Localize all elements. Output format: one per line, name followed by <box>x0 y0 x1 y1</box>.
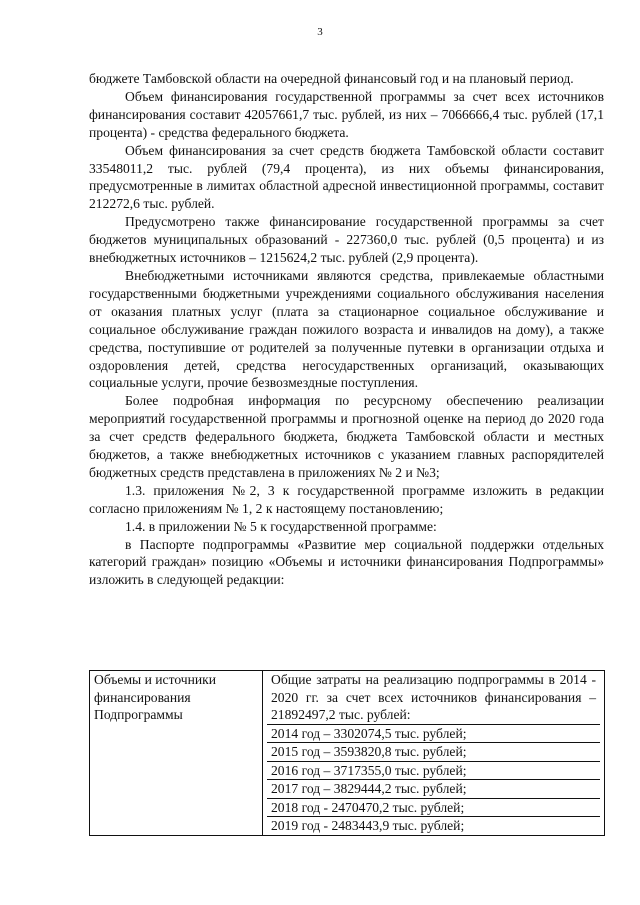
table-row <box>90 671 605 836</box>
paragraph: Более подробная информация по ресурсному обеспечению реализации мероприятий государственной программы и прогнозной оценке на период до 2020 года за счет средств федерального бюджета, бюджета Тамбовской области и местных бюджетов, а также внебюджетных источников с указанием главных распорядителей бюджетных средств представлена в приложениях № 2 и №3; <box>89 393 604 480</box>
financing-year-line: 2015 год – 3593820,8 тыс. рублей; <box>267 743 600 762</box>
paragraph: 1.3. приложения №2, 3 к государственной программе изложить в редакции согласно приложениям № 1, 2 к настоящему постановлению; <box>89 482 604 516</box>
table-cell-label: Объемы и источники финансирования Подпрограммы <box>90 671 263 836</box>
paragraph: Предусмотрено также финансирование государственной программы за счет бюджетов муниципальных образований - 227360,0 тыс. рублей (0,5 процента) и из внебюджетных источников – 1215624,2 тыс. рублей (2,9 процента). <box>89 214 604 266</box>
paragraph: Объем финансирования государственной программы за счет всех источников финансирования составит 42057661,7 тыс. рублей, из них – 7066666,4 тыс. рублей (17,1 процента) - средства федерального бюджета. <box>89 88 604 140</box>
page-number: 3 <box>317 26 323 38</box>
paragraph: Внебюджетными источниками являются средства, привлекаемые областными государственными бюджетными учреждениями социального обслуживания населения от оказания платных услуг (плата за стационарное социальное обслуживание и социальное обслуживание граждан пожилого возраста и инвалидов на дому), а также средства, поступившие от родителей за полученные путевки в организации отдыха и оздоровления детей, средства негосударственных организаций, оказывающих социальные услуги, прочие безвозмездные поступления. <box>89 267 604 391</box>
paragraph: Объем финансирования за счет средств бюджета Тамбовской области составит 33548011,2 тыс. рублей (79,4 процента), из них объемы финансирования, предусмотренные в лимитах областной адресной инвестиционной программы, составит 212272,6 тыс. рублей. <box>89 142 604 212</box>
paragraph: 1.4. в приложении № 5 к государственной программе: <box>125 518 437 534</box>
financing-total-line: Общие затраты на реализацию подпрограммы в 2014 - 2020 гг. за счет всех источников финансирования – 21892497,2 тыс. рублей: <box>267 671 600 725</box>
table-cell-values <box>263 671 605 836</box>
financing-year-line: 2018 год - 2470470,2 тыс. рублей; <box>267 799 600 818</box>
paragraph: в Паспорте подпрограммы «Развитие мер социальной поддержки отдельных категорий граждан» позицию «Объемы и источники финансирования Подпрограммы» изложить в следующей редакции: <box>89 536 604 588</box>
financing-year-line: 2014 год – 3302074,5 тыс. рублей; <box>267 725 600 744</box>
body-text <box>89 70 604 589</box>
financing-year-line: 2019 год - 2483443,9 тыс. рублей; <box>271 818 465 833</box>
financing-year-line: 2017 год – 3829444,2 тыс. рублей; <box>267 780 600 799</box>
paragraph: бюджете Тамбовской области на очередной финансовый год и на плановый период. <box>89 71 574 86</box>
financing-year-line: 2016 год – 3717355,0 тыс. рублей; <box>267 762 600 781</box>
financing-table <box>89 670 605 836</box>
